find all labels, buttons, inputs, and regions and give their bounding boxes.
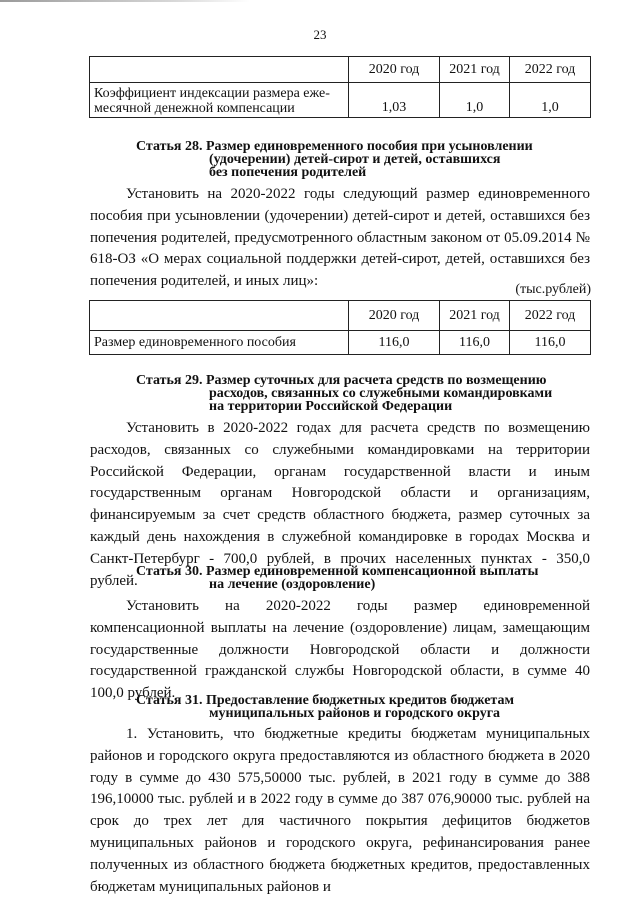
unit-label: (тыс.рублей): [515, 282, 591, 297]
scan-edge: [0, 0, 250, 2]
header-cell: 2022 год: [510, 57, 591, 83]
table-header-row: [90, 301, 591, 331]
article-30-heading: [136, 565, 596, 591]
heading-line: на лечение (оздоровление): [209, 577, 376, 592]
row-label-line: Коэффициент индексации размера еже-: [94, 86, 330, 101]
heading-line: расходов, связанных со служебными командировками: [209, 386, 553, 401]
value-cell: 116,0: [440, 331, 510, 355]
indexation-table: [89, 56, 591, 118]
header-cell: 2020 год: [349, 57, 440, 83]
header-cell: 2022 год: [510, 301, 591, 331]
heading-line: муниципальных районов и городского округа: [209, 706, 501, 721]
heading-line: без попечения родителей: [209, 165, 367, 180]
value-cell: 1,0: [510, 83, 591, 118]
header-cell: 2021 год: [440, 57, 510, 83]
table-row: [90, 331, 591, 355]
page-number: 23: [313, 27, 327, 42]
article-31-text: 1. Установить, что бюджетные кредиты бюджетам муниципальных районов и городского округа предоставляются из областного бюджета в 2020 году в сумме до 430 575,50000 тыс. рублей, в 2021 году в сумме до 388 196,10000 тыс. рублей и в 2022 году в сумме до 387 076,90000 тыс. рублей на срок до трех лет для частичного покрытия дефицитов бюджетов муниципальных районов и городского округа, рефинансирования ранее полученных из областного бюджета бюджетных кредитов, предоставленных бюджетам муниципальных районов и: [90, 726, 590, 895]
heading-line: Статья 30. Размер единовременной компенсационной выплаты: [136, 564, 539, 579]
value-cell: 1,03: [349, 83, 440, 118]
table-header-row: [90, 57, 591, 83]
row-label: [90, 83, 349, 118]
heading-line: на территории Российской Федерации: [209, 399, 453, 414]
value-cell: 1,0: [440, 83, 510, 118]
heading-line: Статья 29. Размер суточных для расчета средств по возмещению: [136, 373, 547, 388]
heading-line: Статья 28. Размер единовременного пособия при усыновлении: [136, 139, 533, 154]
article-28-text: Установить на 2020-2022 годы следующий размер единовременного пособия при усыновлении (удочерении) детей-сирот и детей, оставшихся без попечения родителей, предусмотренного областным законом от 05.09.2014 № 618-ОЗ «О мерах социальной поддержки детей-сирот, детей, оставшихся без попечения родителей, и иных лиц»:: [90, 186, 590, 290]
allowance-table: [89, 300, 591, 355]
heading-line: (удочерении) детей-сирот и детей, оставшихся: [209, 152, 501, 167]
article-29-text: Установить в 2020-2022 годах для расчета средств по возмещению расходов, связанных со служебными командировками на территории Российской Федерации, органам государственной власти и иным государственным органам Новгородской области и организациям, финансируемым за счет средств областного бюджета, размер суточных за каждый день нахождения в служебной командировке в городах Москва и Санкт-Петербург - 700,0 рублей, в прочих населенных пунктах - 350,0 рублей.: [90, 420, 590, 589]
value-cell: 116,0: [510, 331, 591, 355]
value-cell: 116,0: [349, 331, 440, 355]
heading-line: Статья 31. Предоставление бюджетных кредитов бюджетам: [136, 693, 515, 708]
header-cell: [90, 301, 349, 331]
header-cell: [90, 57, 349, 83]
header-cell: 2021 год: [440, 301, 510, 331]
article-28-heading: [136, 140, 596, 179]
row-label-line: месячной денежной компенсации: [94, 101, 295, 116]
row-label: Размер единовременного пособия: [90, 331, 349, 355]
article-29-heading: [136, 374, 596, 413]
header-cell: 2020 год: [349, 301, 440, 331]
article-31-heading: [136, 694, 596, 720]
article-30-text: Установить на 2020-2022 годы размер единовременной компенсационной выплаты на лечение (оздоровление) лицам, замещающим государственные должности Новгородской области и должности государственной гражданской службы Новгородской области, в сумме 40 100,0 рублей.: [90, 598, 590, 702]
table-row: [90, 83, 591, 118]
